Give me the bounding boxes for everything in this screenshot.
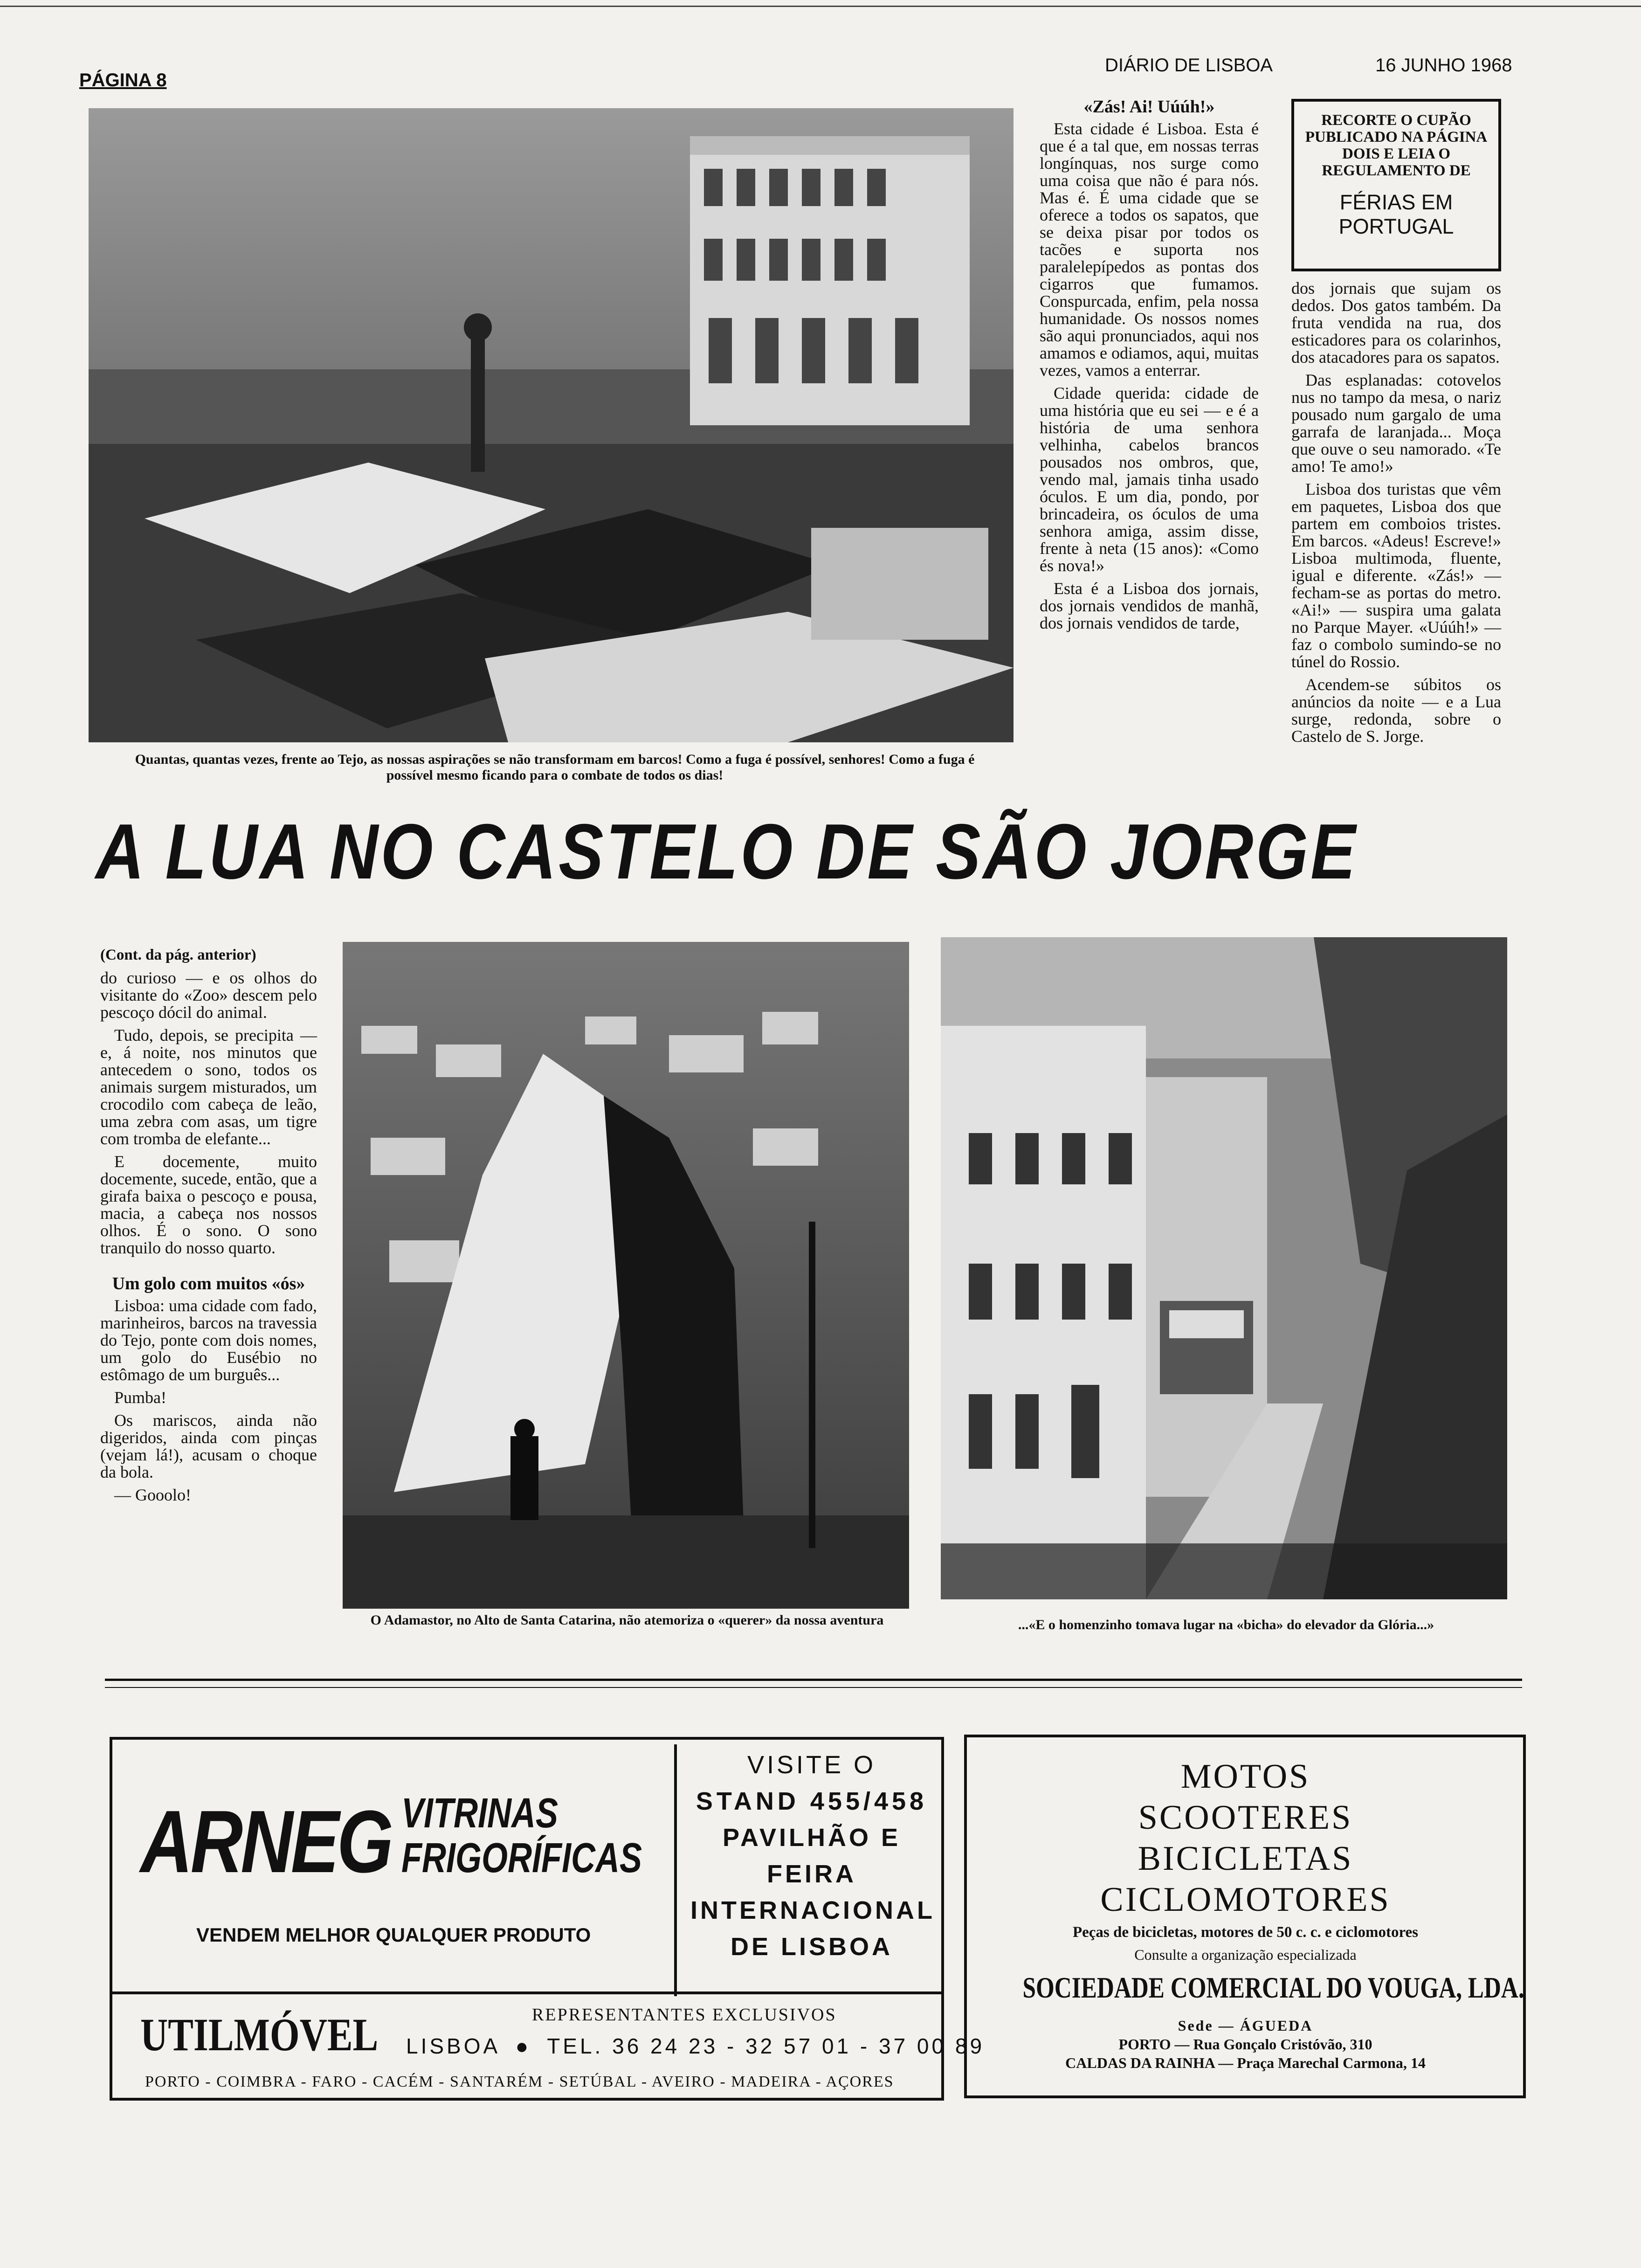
utilmovel-rep-label: REPRESENTANTES EXCLUSIVOS — [532, 2005, 837, 2025]
vouga-caldas: CALDAS DA RAINHA — Praça Marechal Carmona, 14 — [1065, 2054, 1426, 2071]
arneg-visit-line4: FEIRA — [767, 1860, 856, 1888]
article-left-column — [100, 947, 317, 1509]
article-paragraph: Acendem-se súbitos os anúncios da noite — e a Lua surge, redonda, sobre o Castelo de S. Jorge. — [1291, 675, 1501, 746]
arneg-visit-line1: VISITE O — [747, 1751, 876, 1779]
article-paragraph: — Gooolo! — [114, 1486, 191, 1504]
vouga-parts: Peças de bicicletas, motores de 50 c. c. e ciclomotores — [1072, 1924, 1419, 1941]
article-paragraph: Lisboa: uma cidade com fado, marinheiros, barcos na travessia do Tejo, ponte com dois nomes, um golo do Eusébio no estômago de um burguês... — [100, 1296, 317, 1384]
vouga-porto: PORTO — Rua Gonçalo Cristóvão, 310 — [1118, 2036, 1372, 2053]
vouga-line2: SCOOTERES — [1138, 1798, 1353, 1837]
arneg-visit-line2: STAND 455/458 — [696, 1787, 928, 1815]
article-paragraph: Tudo, depois, se precipita — e, á noite, nos minutos que antecedem o sono, todos os animais surgem misturados, um crocodilo com cabeça de leão, uma zebra com asas, um tigre com tromba de elefante... — [100, 1026, 317, 1148]
section-rule — [105, 1687, 1522, 1688]
promo-box — [1291, 99, 1501, 271]
arneg-tagline: VENDEM MELHOR QUALQUER PRODUTO — [196, 1924, 591, 1946]
arneg-brand: ARNEG — [140, 1792, 392, 1891]
article-paragraph: do curioso — e os olhos do visitante do «Zoo» descem pelo pescoço dócil do animal. — [100, 968, 317, 1022]
article-paragraph: Das esplanadas: cotovelos nus no tampo da mesa, o nariz pousado num gargalo de uma garrafa de laranjada... Moça que ouve o seu namorado. «Te amo! Te amo!» — [1291, 371, 1501, 476]
article-paragraph: Pumba! — [114, 1388, 166, 1407]
article-paragraph: Esta é a Lisboa dos jornais, dos jornais vendidos de manhã, dos jornais vendidos de tarde, — [1040, 579, 1259, 632]
article-top-column — [1040, 96, 1259, 637]
article-paragraph: Esta cidade é Lisboa. Esta é que é a tal que, em nossas terras longínquas, nos surge como uma coisa que não é para nós. Mas é. É uma cidade que se oferece a todos os sapatos, que se deixa pisar por todos os tacões e suporta nos paralelepípedos as pontas dos cigarros que fumamos. Conspurcada, enfim, pela nossa humanidade. Os nossos nomes são aqui pronunciados, aqui nos amamos e odiamos, aqui, muitas vezes, vamos a enterrar. — [1040, 119, 1259, 380]
photo-elevador-gloria — [941, 937, 1507, 1599]
article-paragraph: E docemente, muito docemente, sucede, então, que a girafa baixa o pescoço e pousa, macia, a cabeça nos nossos olhos. É o sono. O sono tranquilo do nosso quarto. — [100, 1152, 317, 1257]
ad-divider — [674, 1744, 677, 1996]
article-paragraph: Lisboa dos turistas que vêm em paquetes, Lisboa dos que partem em comboios tristes. Em barcos. «Adeus! Escreve!» Lisboa multimoda, fluente, igual e diferente. «Zás!» — fecham-se as portas do metro. «Ai!» — suspira uma galata no Parque Mayer. «Uúúh!» — faz o combolo sumindo-se no túnel do Rossio. — [1291, 480, 1501, 671]
arneg-visit-line3: PAVILHÃO E — [722, 1824, 901, 1852]
continuation-note: (Cont. da pág. anterior) — [100, 947, 256, 963]
vouga-products — [967, 1756, 1524, 1920]
adamastor-caption: O Adamastor, no Alto de Santa Catarina, não atemoriza o «querer» da nossa aventura — [370, 1612, 884, 1628]
vouga-company: SOCIEDADE COMERCIAL DO VOUGA, LDA. — [1022, 1971, 1524, 2004]
arneg-product-line2: FRIGORÍFICAS — [401, 1835, 642, 1881]
promo-box-text: RECORTE O CUPÃO PUBLICADO NA PÁGINA DOIS E LEIA O REGULAMENTO DE — [1305, 112, 1488, 179]
elevador-caption: ...«E o homenzinho tomava lugar na «bicha» do elevador da Glória...» — [1018, 1617, 1434, 1632]
vouga-consult: Consulte a organização especializada — [1134, 1946, 1357, 1963]
vouga-line1: MOTOS — [1180, 1757, 1310, 1796]
page-label: PÁGINA 8 — [79, 70, 167, 90]
arneg-visit-block — [690, 1747, 933, 1965]
issue-date: 16 JUNHO 1968 — [1375, 55, 1512, 76]
utilmovel-contact: LISBOA ● TEL. 36 24 23 - 32 57 01 - 37 00 89 — [406, 2034, 985, 2058]
photo-praca-do-comercio — [89, 108, 1014, 742]
top-rule — [0, 6, 1641, 7]
article-paragraph: Cidade querida: cidade de uma história que eu sei — e é a história de uma senhora velhinha, cabelos brancos pousados nos ombros, que, vendo mal, jamais tinha usado óculos. E um dia, pondo, por brincadeira, os óculos de uma senhora amiga, assim disse, frente à neta (15 anos): «Como és nova!» — [1040, 384, 1259, 575]
photo-adamastor — [343, 942, 909, 1609]
promo-box-title: FÉRIAS EM PORTUGAL — [1338, 190, 1454, 238]
article-subhead: «Zás! Ai! Uúúh!» — [1083, 97, 1215, 117]
headline: A LUA NO CASTELO DE SÃO JORGE — [96, 808, 1358, 895]
top-photo-caption: Quantas, quantas vezes, frente ao Tejo, as nossas aspirações se não transformam em barcos! Como a fuga é possível, senhores! Como a fuga é possível mesmo ficando para o combate de todos os dias! — [135, 752, 975, 783]
arneg-visit-line6: DE LISBOA — [730, 1933, 893, 1961]
utilmovel-brand: UTILMÓVEL — [140, 2009, 379, 2061]
utilmovel-city: LISBOA — [406, 2034, 499, 2058]
arneg-product — [401, 1791, 642, 1881]
article-subhead: Um golo com muitos «ós» — [112, 1274, 305, 1293]
utilmovel-branches: PORTO - COIMBRA - FARO - CACÉM - SANTARÉM - SETÚBAL - AVEIRO - MADEIRA - AÇORES — [145, 2073, 894, 2090]
article-right-column — [1291, 280, 1501, 751]
section-rule — [105, 1679, 1522, 1681]
arneg-visit-line5: INTERNACIONAL — [690, 1896, 935, 1924]
article-paragraph: dos jornais que sujam os dedos. Dos gatos também. Da fruta vendida na rua, dos esticadores para os colarinhos, dos atacadores para os sapatos. — [1291, 279, 1501, 366]
newspaper-name: DIÁRIO DE LISBOA — [1105, 55, 1273, 76]
vouga-line3: BICICLETAS — [1138, 1839, 1353, 1878]
ad-rule — [110, 1991, 944, 1994]
vouga-line4: CICLOMOTORES — [1100, 1881, 1391, 1919]
ad-vouga — [964, 1735, 1526, 2098]
vouga-hq: Sede — ÁGUEDA — [1178, 2017, 1313, 2034]
article-paragraph: Os mariscos, ainda não digeridos, ainda com pinças (vejam lá!), acusam o choque da bola. — [100, 1411, 317, 1481]
arneg-product-line1: VITRINAS — [401, 1790, 558, 1837]
utilmovel-phone: TEL. 36 24 23 - 32 57 01 - 37 00 89 — [547, 2034, 985, 2058]
ad-arneg — [110, 1737, 985, 2101]
